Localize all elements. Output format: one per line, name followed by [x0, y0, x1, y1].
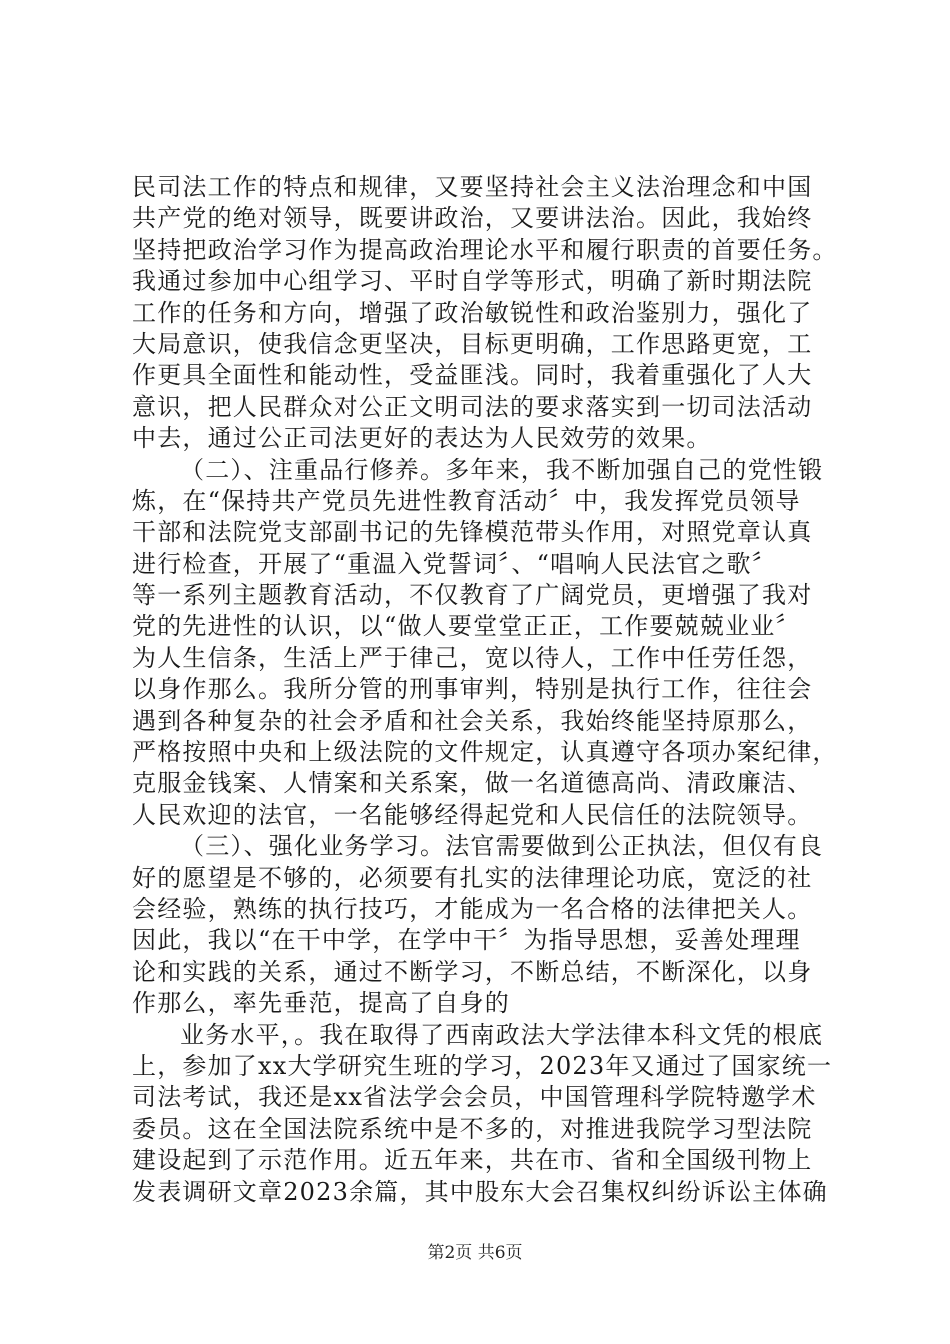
text-line: 进行检查，开展了“重温入党誓词〞、“唱响人民法官之歌〞: [132, 549, 777, 578]
paragraph-start-line: 业务水平，。我在取得了西南政法大学法律本科文凭的根底: [180, 1020, 824, 1049]
text-line: 坚持把政治学习作为提高政治理论水平和履行职责的首要任务。: [132, 235, 838, 264]
text-line: 作更具全面性和能动性，受益匪浅。同时，我着重强化了人大: [132, 361, 813, 390]
body-text: [132, 172, 838, 1208]
page-number-footer: 第2页 共6页: [427, 1243, 523, 1263]
text-line: 大局意识，使我信念更坚决，目标更明确，工作思路更宽，工: [132, 329, 813, 358]
text-line: 严格按照中央和上级法院的文件规定，认真遵守各项办案纪律，: [132, 738, 838, 767]
paragraph-start-line: （二）、注重品行修养。多年来，我不断加强自己的党性锻: [180, 455, 824, 484]
text-line: 遇到各种复杂的社会矛盾和社会关系，我始终能坚持原那么，: [132, 706, 813, 735]
text-line: 上，参加了xx大学研究生班的学习，2023年又通过了国家统一: [132, 1051, 833, 1080]
text-line: 党的先进性的认识，以“做人要堂堂正正，工作要兢兢业业〞: [132, 612, 801, 641]
text-line: 干部和法院党支部副书记的先锋模范带头作用，对照党章认真: [132, 518, 813, 547]
text-line: 委员。这在全国法院系统中是不多的，对推进我院学习型法院: [132, 1114, 813, 1143]
text-line: 建设起到了示范作用。近五年来，共在市、省和全国级刊物上: [132, 1146, 813, 1175]
text-line: 发表调研文章2023余篇，其中股东大会召集权纠纷诉讼主体确: [132, 1177, 828, 1206]
text-line: 作那么，率先垂范，提高了自身的: [132, 989, 510, 1018]
text-line: 以身作那么。我所分管的刑事审判，特别是执行工作，往往会: [132, 675, 813, 704]
text-line: 中去，通过公正司法更好的表达为人民效劳的效果。: [132, 424, 712, 453]
text-line: 人民欢迎的法官，一名能够经得起党和人民信任的法院领导。: [132, 800, 813, 829]
text-line: 炼，在“保持共产党员先进性教育活动〞中，我发挥党员领导: [132, 486, 801, 515]
text-line: 论和实践的关系，通过不断学习，不断总结，不断深化，以身: [132, 957, 813, 986]
text-line: 民司法工作的特点和规律，又要坚持社会主义法治理念和中国: [132, 173, 813, 201]
text-line: 我通过参加中心组学习、平时自学等形式，明确了新时期法院: [132, 267, 813, 296]
text-line: 共产党的绝对领导，既要讲政治，又要讲法治。因此，我始终: [132, 204, 813, 233]
text-line: 工作的任务和方向，增强了政治敏锐性和政治鉴别力，强化了: [132, 298, 813, 327]
text-line: 克服金钱案、人情案和关系案，做一名道德高尚、清政廉洁、: [132, 769, 813, 798]
text-line: 会经验，熟练的执行技巧，才能成为一名合格的法律把关人。: [132, 894, 813, 923]
text-line: 司法考试，我还是xx省法学会会员，中国管理科学院特邀学术: [132, 1083, 817, 1112]
text-line: 因此，我以“在干中学，在学中干〞为指导思想，妥善处理理: [132, 926, 801, 955]
text-line: 等一系列主题教育活动，不仅教育了广阔党员，更增强了我对: [132, 581, 813, 610]
text-line: 为人生信条，生活上严于律己，宽以待人，工作中任劳任怨，: [132, 643, 813, 672]
paragraph-start-line: （三）、强化业务学习。法官需要做到公正执法，但仅有良: [180, 832, 824, 861]
text-line: 好的愿望是不够的，必须要有扎实的法律理论功底，宽泛的社: [132, 863, 813, 892]
text-line: 意识，把人民群众对公正文明司法的要求落实到一切司法活动: [132, 392, 813, 421]
